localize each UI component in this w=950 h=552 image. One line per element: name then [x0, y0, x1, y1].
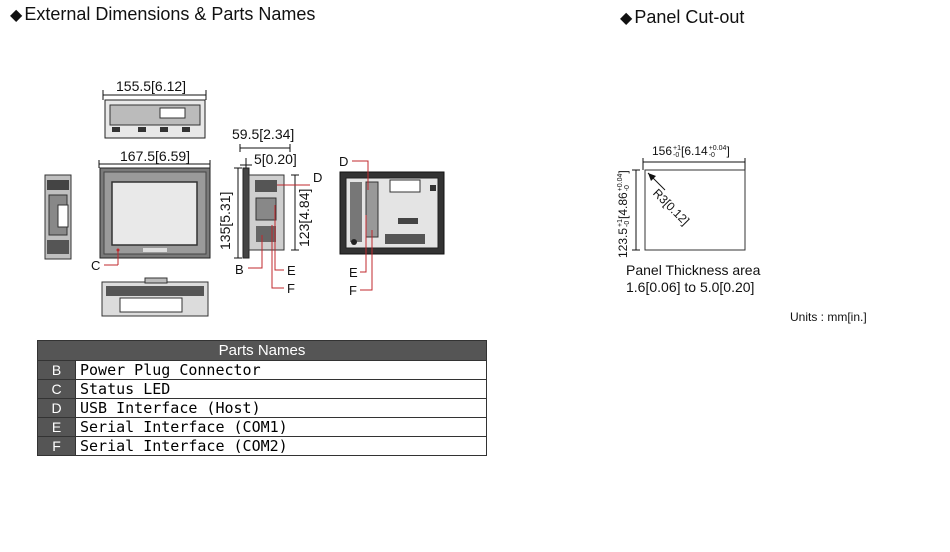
cutout-height-tol-lower: -0 [623, 220, 631, 227]
table-row [38, 437, 487, 456]
side-depth-dimension: 59.5[2.34] [232, 126, 295, 142]
callout-side-e: E [287, 263, 296, 278]
left-side-view [45, 175, 71, 259]
cutout-height-main: 123.5 [616, 227, 630, 258]
table-row [38, 418, 487, 437]
cutout-height-in: [4.86 [616, 192, 630, 219]
bottom-view [102, 278, 208, 316]
thickness-line-1: Panel Thickness area [626, 262, 761, 278]
cutout-width-tolerance [673, 145, 681, 159]
front-view [99, 160, 210, 265]
cutout-width-dimension [652, 144, 730, 159]
table-row [38, 361, 487, 380]
cutout-width-in-tolerance [708, 144, 730, 159]
cutout-width-tol-lower: -0 [673, 151, 680, 159]
part-key: C [38, 380, 76, 399]
front-width-dimension: 167.5[6.59] [120, 148, 191, 164]
cutout-radius: R3[0.12] [650, 186, 693, 228]
cutout-width-close: ] [726, 144, 730, 158]
callout-rear-e: E [349, 265, 358, 280]
thickness-line-2: 1.6[0.06] to 5.0[0.20] [626, 279, 755, 295]
side-height-dimension: 123[4.84] [296, 188, 312, 247]
callout-rear-f: F [349, 283, 357, 298]
callout-rear-d: D [339, 154, 349, 169]
cutout-width-in-tol-upper: +0.04 [708, 144, 727, 152]
part-key: F [38, 437, 76, 456]
part-name: USB Interface (Host) [76, 399, 487, 418]
part-name: Serial Interface (COM2) [76, 437, 487, 456]
cutout-title-text: Panel Cut-out [634, 7, 745, 27]
side-offset-dimension: 5[0.20] [254, 151, 297, 167]
cutout-height-dimension [616, 170, 631, 258]
diamond-bullet-icon: ◆ [620, 9, 633, 27]
cutout-width-in-tol-lower: -0 [708, 151, 715, 159]
callout-side-d: D [313, 170, 323, 185]
cutout-height-in-tol-upper: +0.04 [616, 173, 624, 192]
table-row [38, 380, 487, 399]
cutout-height-in-tol-lower: -0 [623, 185, 631, 192]
part-key: B [38, 361, 76, 380]
parts-table-header: Parts Names [38, 341, 487, 361]
cutout-width-in: [6.14 [681, 144, 708, 158]
dimensions-title-text: External Dimensions & Parts Names [24, 4, 316, 24]
parts-names-table [37, 340, 487, 456]
diamond-bullet-icon: ◆ [10, 6, 23, 24]
callout-c: C [91, 258, 101, 273]
part-name: Serial Interface (COM1) [76, 418, 487, 437]
panel-cutout-drawing [632, 158, 745, 250]
callout-side-f: F [287, 281, 295, 296]
cutout-height-in-tolerance [617, 174, 631, 192]
part-name: Power Plug Connector [76, 361, 487, 380]
part-name: Status LED [76, 380, 487, 399]
cutout-height-close: ] [616, 170, 630, 174]
panel-thickness-note [626, 262, 760, 296]
cutout-width-main: 156 [652, 144, 673, 158]
cutout-width-tol-upper: +1 [673, 144, 682, 152]
table-row [38, 399, 487, 418]
cutout-height-tolerance [617, 219, 631, 227]
top-width-dimension: 155.5[6.12] [116, 78, 187, 94]
part-key: D [38, 399, 76, 418]
callout-b: B [235, 262, 244, 277]
front-height-dimension: 135[5.31] [217, 191, 233, 250]
part-key: E [38, 418, 76, 437]
units-note: Units : mm[in.] [790, 310, 867, 324]
top-view [103, 90, 206, 138]
cutout-height-tol-upper: +1 [616, 218, 624, 227]
